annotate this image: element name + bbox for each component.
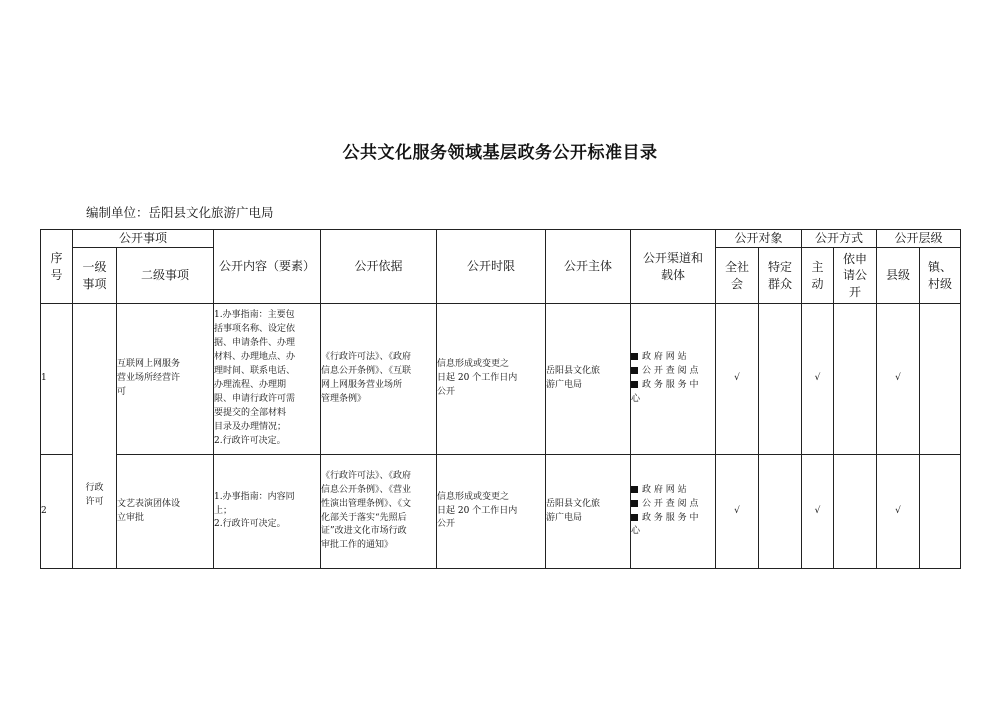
- header-channel: 公开渠道和 载体: [631, 230, 716, 304]
- disclosure-content: 1.办事指南：内容同 上； 2.行政许可决定。: [214, 455, 321, 569]
- check-audience-all: √: [716, 455, 759, 569]
- square-bullet-icon: [631, 353, 638, 360]
- header-method: 公开方式: [802, 230, 877, 248]
- header-basis: 公开依据: [321, 230, 437, 304]
- check-method-apply: [834, 455, 877, 569]
- header-level-town: 镇、 村级: [920, 248, 961, 304]
- disclosure-time-limit: 信息形成或变更之 日起 20 个工作日内 公开: [437, 304, 546, 455]
- level2-item: 互联网上网服务 营业场所经营许 可: [117, 304, 214, 455]
- header-seq: 序 号: [41, 230, 73, 304]
- disclosure-subject: 岳阳县文化旅 游广电局: [546, 455, 631, 569]
- level2-item: 文艺表演团体设 立审批: [117, 455, 214, 569]
- square-bullet-icon: [631, 514, 638, 521]
- square-bullet-icon: [631, 367, 638, 374]
- check-audience-all: √: [716, 304, 759, 455]
- disclosure-channels: 政 府 网 站 公 开 查 阅 点 政 务 服 务 中 心: [631, 304, 716, 455]
- level1-item: 行政 许可: [73, 304, 117, 569]
- header-content: 公开内容（要素）: [214, 230, 321, 304]
- disclosure-basis: 《行政许可法》、《政府 信息公开条例》、《互联 网上网服务营业场所 管理条例》: [321, 304, 437, 455]
- check-level-town: [920, 304, 961, 455]
- square-bullet-icon: [631, 381, 638, 388]
- check-audience-specific: [759, 455, 802, 569]
- row-seq: 2: [41, 455, 73, 569]
- check-level-county: √: [877, 304, 920, 455]
- header-level1: 一级 事项: [73, 248, 117, 304]
- header-level-county: 县级: [877, 248, 920, 304]
- square-bullet-icon: [631, 500, 638, 507]
- disclosure-channels: 政 府 网 站 公 开 查 阅 点 政 务 服 务 中 心: [631, 455, 716, 569]
- disclosure-subject: 岳阳县文化旅 游广电局: [546, 304, 631, 455]
- check-level-county: √: [877, 455, 920, 569]
- row-seq: 1: [41, 304, 73, 455]
- header-method-active: 主 动: [802, 248, 834, 304]
- header-subject: 公开主体: [546, 230, 631, 304]
- disclosure-time-limit: 信息形成或变更之 日起 20 个工作日内 公开: [437, 455, 546, 569]
- square-bullet-icon: [631, 486, 638, 493]
- header-level: 公开层级: [877, 230, 961, 248]
- table-row: [41, 304, 961, 455]
- disclosure-basis: 《行政许可法》、《政府 信息公开条例》、《营业 性演出管理条例》、《文 化部关于落实“先照后 证”改进文化市场行政 审批工作的通知》: [321, 455, 437, 569]
- header-time-limit: 公开时限: [437, 230, 546, 304]
- table-row: [41, 455, 961, 569]
- compiling-unit: 编制单位：岳阳县文化旅游广电局: [86, 205, 274, 220]
- header-matters: 公开事项: [73, 230, 214, 248]
- header-audience-all: 全社 会: [716, 248, 759, 304]
- document-title: 公共文化服务领域基层政务公开标准目录: [342, 143, 658, 163]
- check-method-active: √: [802, 304, 834, 455]
- check-method-active: √: [802, 455, 834, 569]
- check-audience-specific: [759, 304, 802, 455]
- header-audience: 公开对象: [716, 230, 802, 248]
- check-method-apply: [834, 304, 877, 455]
- header-level2: 二级事项: [117, 248, 214, 304]
- disclosure-content: 1.办事指南：主要包 括事项名称、设定依 据、申请条件、办理 材料、办理地点、办 理时间、联系电话、 办理流程、办理期 限、申请行政许可需 要提交的全部材料 目录及办理情况； 2.行政许可决定。: [214, 304, 321, 455]
- check-level-town: [920, 455, 961, 569]
- header-method-apply: 依申 请公 开: [834, 248, 877, 304]
- disclosure-catalog-table: [40, 229, 961, 569]
- header-audience-specific: 特定 群众: [759, 248, 802, 304]
